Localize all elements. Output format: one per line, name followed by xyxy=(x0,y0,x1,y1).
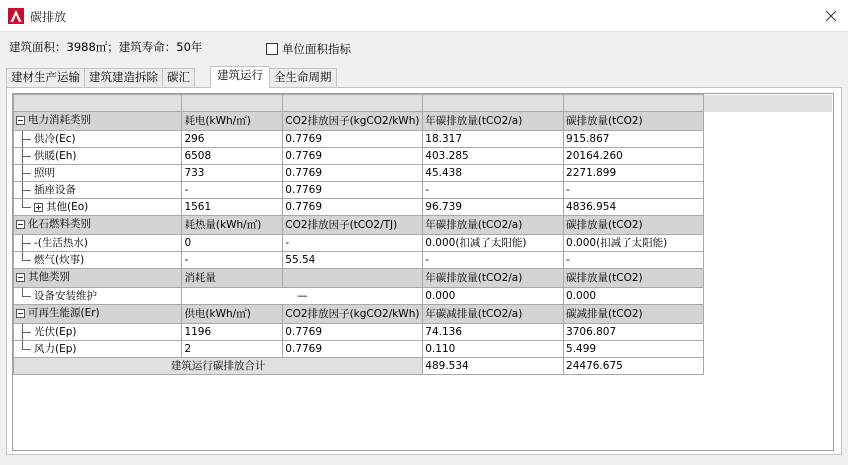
tree-branch xyxy=(18,341,32,357)
table-row[interactable] xyxy=(14,130,833,147)
tab-material-production[interactable]: 建材生产运输 xyxy=(6,68,85,87)
group-title: 化石燃料类别 xyxy=(28,218,91,231)
row-label: 供冷(Ec) xyxy=(34,132,76,145)
table-cell[interactable]: 2 xyxy=(182,340,283,357)
checkbox-box[interactable] xyxy=(266,43,278,55)
header-cell: 碳排放量(tCO2) xyxy=(564,112,704,131)
emission-table xyxy=(13,94,833,375)
total-row xyxy=(14,357,833,374)
tab-construction-demolition[interactable]: 建筑建造拆除 xyxy=(84,68,163,87)
total-annual: 489.534 xyxy=(423,357,564,374)
tree-branch xyxy=(18,148,32,164)
window-title: 碳排放 xyxy=(30,10,67,24)
header-cell: CO2排放因子(tCO2/TJ) xyxy=(283,216,423,235)
row-label: 插座设备 xyxy=(34,184,76,197)
table-cell[interactable]: 6508 xyxy=(182,147,283,164)
row-label: 设备安装维护 xyxy=(34,289,97,302)
unit-area-label: 单位面积指标 xyxy=(282,42,351,56)
table-cell: 45.438 xyxy=(423,164,564,181)
table-cell[interactable]: 296 xyxy=(182,130,283,147)
group-header-other xyxy=(14,269,833,288)
table-cell: 0.000(扣减了太阳能) xyxy=(564,234,704,251)
table-row[interactable] xyxy=(14,287,833,304)
table-cell: 915.867 xyxy=(564,130,704,147)
table-row[interactable] xyxy=(14,252,833,269)
data-grid[interactable] xyxy=(12,93,834,451)
header-cell: 消耗量 xyxy=(182,269,283,288)
header-cell: 年碳排放量(tCO2/a) xyxy=(423,112,564,131)
table-cell[interactable]: 0 xyxy=(182,234,283,251)
group-header-electric xyxy=(14,112,833,131)
table-cell[interactable]: 0.7769 xyxy=(283,164,423,181)
row-label: 光伏(Ep) xyxy=(34,325,77,338)
unit-area-checkbox[interactable] xyxy=(266,41,351,57)
table-cell: 403.285 xyxy=(423,147,564,164)
total-value: 24476.675 xyxy=(564,357,704,374)
table-cell: - xyxy=(564,182,704,199)
total-label: 建筑运行碳排放合计 xyxy=(14,357,423,374)
tree-branch xyxy=(18,182,32,198)
table-row[interactable] xyxy=(14,147,833,164)
row-label: 燃气(炊事) xyxy=(34,254,85,267)
tree-branch xyxy=(18,235,32,251)
header-cell: 年碳减排量(tCO2/a) xyxy=(423,305,564,324)
table-cell: 74.136 xyxy=(423,323,564,340)
table-cell[interactable]: 55.54 xyxy=(283,252,423,269)
group-label-electric[interactable] xyxy=(14,112,182,131)
table-row[interactable] xyxy=(14,340,833,357)
tree-branch xyxy=(18,131,32,147)
group-label-fossil[interactable] xyxy=(14,216,182,235)
table-cell: 18.317 xyxy=(423,130,564,147)
tab-carbon-sink[interactable]: 碳汇 xyxy=(162,68,195,87)
tab-full-lifecycle[interactable]: 全生命周期 xyxy=(269,68,337,87)
header-cell: CO2排放因子(kgCO2/kWh) xyxy=(283,305,423,324)
table-row[interactable] xyxy=(14,323,833,340)
header-cell: CO2排放因子(kgCO2/kWh) xyxy=(283,112,423,131)
collapse-icon[interactable] xyxy=(16,220,25,229)
header-cell: 年碳排放量(tCO2/a) xyxy=(423,216,564,235)
row-label: 供暖(Eh) xyxy=(34,149,77,162)
tree-branch xyxy=(18,324,32,340)
table-row[interactable] xyxy=(14,199,833,216)
group-title: 其他类别 xyxy=(28,271,70,284)
header-cell: 耗热量(kWh/㎡) xyxy=(182,216,283,235)
table-cell: 0.110 xyxy=(423,340,564,357)
table-cell[interactable]: 0.7769 xyxy=(283,130,423,147)
table-cell[interactable]: — xyxy=(182,287,423,304)
table-cell: 96.739 xyxy=(423,199,564,216)
table-cell[interactable]: 0.7769 xyxy=(283,182,423,199)
header-cell: 碳排放量(tCO2) xyxy=(564,269,704,288)
collapse-icon[interactable] xyxy=(16,116,25,125)
table-cell: - xyxy=(423,182,564,199)
group-title: 可再生能源(Er) xyxy=(28,307,100,319)
tab-bar xyxy=(6,66,336,87)
table-cell: - xyxy=(423,252,564,269)
tab-building-operation[interactable]: 建筑运行 xyxy=(210,66,270,88)
row-label: 照明 xyxy=(34,166,55,179)
table-cell: 4836.954 xyxy=(564,199,704,216)
building-info: 建筑面积：3988㎡；建筑寿命：50年 xyxy=(9,40,203,54)
autocad-icon xyxy=(8,8,24,24)
header-cell: 供电(kWh/㎡) xyxy=(182,305,283,324)
table-row[interactable] xyxy=(14,182,833,199)
group-title: 电力消耗类别 xyxy=(28,114,91,126)
group-header-fossil xyxy=(14,216,833,235)
tree-branch xyxy=(18,199,32,215)
table-top-row xyxy=(14,95,833,112)
table-cell[interactable]: - xyxy=(182,252,283,269)
header-cell: 碳排放量(tCO2) xyxy=(564,216,704,235)
collapse-icon[interactable] xyxy=(16,309,25,318)
table-cell: 2271.899 xyxy=(564,164,704,181)
close-icon xyxy=(825,10,837,22)
table-cell[interactable]: 733 xyxy=(182,164,283,181)
tab-panel xyxy=(6,87,842,455)
table-cell: 0.000 xyxy=(564,287,704,304)
table-cell: - xyxy=(564,252,704,269)
table-cell[interactable]: - xyxy=(283,234,423,251)
table-cell[interactable]: 0.7769 xyxy=(283,323,423,340)
header-cell: 碳减排量(tCO2) xyxy=(564,305,704,324)
close-button[interactable] xyxy=(814,0,848,32)
tree-branch xyxy=(18,252,32,268)
expand-icon[interactable] xyxy=(34,203,43,212)
title-bar xyxy=(0,0,848,32)
tree-branch xyxy=(18,165,32,181)
table-cell[interactable]: 1196 xyxy=(182,323,283,340)
tree-branch xyxy=(18,288,32,304)
table-cell: 20164.260 xyxy=(564,147,704,164)
group-header-renewable xyxy=(14,305,833,324)
table-row[interactable] xyxy=(14,164,833,181)
table-cell: 0.000 xyxy=(423,287,564,304)
group-label-renewable[interactable] xyxy=(14,305,182,324)
group-label-other[interactable] xyxy=(14,269,182,288)
table-cell[interactable]: 0.7769 xyxy=(283,340,423,357)
table-cell[interactable]: 0.7769 xyxy=(283,199,423,216)
collapse-icon[interactable] xyxy=(16,273,25,282)
header-cell: 耗电(kWh/㎡) xyxy=(182,112,283,131)
table-cell[interactable]: - xyxy=(182,182,283,199)
table-cell[interactable]: 0.7769 xyxy=(283,147,423,164)
row-label: -(生活热水) xyxy=(34,237,88,250)
table-cell: 0.000(扣减了太阳能) xyxy=(423,234,564,251)
header-cell: 年碳排放量(tCO2/a) xyxy=(423,269,564,288)
table-cell[interactable]: 1561 xyxy=(182,199,283,216)
table-row[interactable] xyxy=(14,234,833,251)
table-cell: 3706.807 xyxy=(564,323,704,340)
row-label: 风力(Ep) xyxy=(34,342,77,355)
table-cell: 5.499 xyxy=(564,340,704,357)
row-label: 其他(Eo) xyxy=(46,201,89,214)
header-cell xyxy=(283,269,423,288)
